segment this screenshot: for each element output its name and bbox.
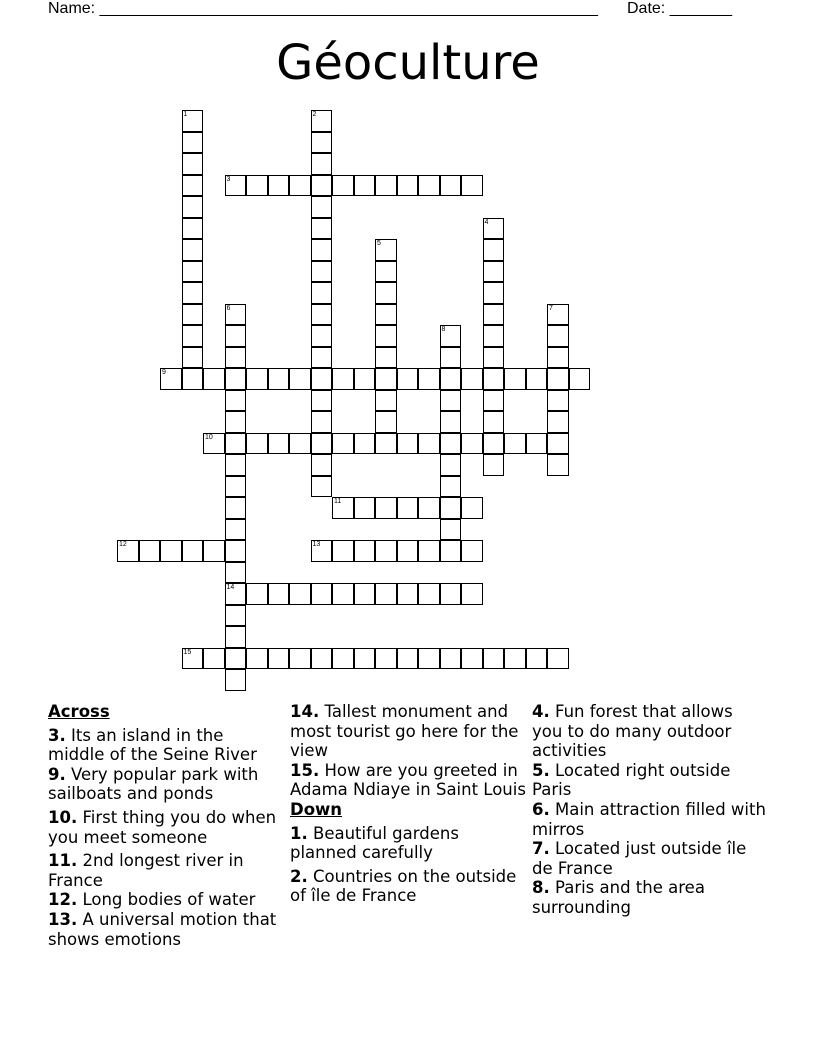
grid-cell[interactable] <box>311 454 333 476</box>
grid-cell[interactable] <box>418 175 440 197</box>
grid-cell[interactable] <box>268 583 290 605</box>
grid-cell[interactable] <box>225 347 247 369</box>
grid-cell[interactable] <box>526 433 548 455</box>
grid-cell[interactable] <box>354 368 376 390</box>
grid-cell[interactable] <box>332 540 354 562</box>
grid-cell[interactable] <box>440 497 462 519</box>
grid-cell[interactable] <box>375 583 397 605</box>
grid-cell[interactable] <box>547 390 569 412</box>
grid-cell[interactable] <box>418 433 440 455</box>
grid-cell[interactable] <box>203 368 225 390</box>
clue-number-label: 14 <box>226 584 235 591</box>
grid-cell[interactable] <box>246 583 268 605</box>
grid-cell[interactable] <box>375 261 397 283</box>
grid-cell[interactable] <box>311 411 333 433</box>
grid-cell[interactable] <box>397 433 419 455</box>
clue-number-label: 4 <box>484 218 489 226</box>
grid-cell[interactable] <box>311 110 333 132</box>
grid-cell[interactable] <box>332 583 354 605</box>
grid-cell[interactable] <box>182 304 204 326</box>
grid-cell[interactable] <box>440 648 462 670</box>
grid-cell[interactable] <box>246 175 268 197</box>
grid-cell[interactable] <box>182 648 204 670</box>
grid-cell[interactable] <box>483 218 505 240</box>
grid-cell[interactable] <box>311 583 333 605</box>
clue-across-13: 13. A universal motion that shows emotions <box>48 909 277 949</box>
grid-cell[interactable] <box>569 368 591 390</box>
clues-column-1 <box>48 702 284 949</box>
grid-cell[interactable] <box>375 368 397 390</box>
grid-cell[interactable] <box>311 196 333 218</box>
grid-cell[interactable] <box>354 583 376 605</box>
grid-cell[interactable] <box>461 497 483 519</box>
grid-cell[interactable] <box>461 175 483 197</box>
grid-cell[interactable] <box>225 562 247 584</box>
grid-cell[interactable] <box>182 132 204 154</box>
clue-number-label: 10 <box>205 433 213 441</box>
grid-cell[interactable] <box>440 390 462 412</box>
grid-cell[interactable] <box>225 325 247 347</box>
grid-cell[interactable] <box>225 390 247 412</box>
grid-cell[interactable] <box>225 626 247 648</box>
grid-cell[interactable] <box>311 648 333 670</box>
grid-cell[interactable] <box>268 368 290 390</box>
grid-cell[interactable] <box>268 433 290 455</box>
grid-cell[interactable] <box>225 540 247 562</box>
grid-cell[interactable] <box>397 497 419 519</box>
clue-down-5: 5. Located right outside Paris <box>532 760 731 800</box>
grid-cell[interactable] <box>397 648 419 670</box>
grid-cell[interactable] <box>354 497 376 519</box>
grid-cell[interactable] <box>418 583 440 605</box>
grid-cell[interactable] <box>268 175 290 197</box>
grid-cell[interactable] <box>225 368 247 390</box>
clue-number-label: 8 <box>441 326 446 333</box>
grid-cell[interactable] <box>483 411 505 433</box>
grid-cell[interactable] <box>547 648 569 670</box>
grid-cell[interactable] <box>311 325 333 347</box>
grid-cell[interactable] <box>483 239 505 261</box>
grid-cell[interactable] <box>311 175 333 197</box>
grid-cell[interactable] <box>440 454 462 476</box>
clue-down-2: 2. Countries on the outside of île de France <box>290 866 517 906</box>
grid-cell[interactable] <box>504 368 526 390</box>
grid-cell[interactable] <box>526 368 548 390</box>
grid-cell[interactable] <box>311 368 333 390</box>
grid-cell[interactable] <box>440 347 462 369</box>
grid-cell[interactable] <box>203 433 225 455</box>
grid-cell[interactable] <box>375 540 397 562</box>
grid-cell[interactable] <box>547 304 569 326</box>
grid-cell[interactable] <box>354 648 376 670</box>
grid-cell[interactable] <box>483 454 505 476</box>
grid-cell[interactable] <box>483 390 505 412</box>
grid-cell[interactable] <box>289 583 311 605</box>
grid-cell[interactable] <box>483 433 505 455</box>
grid-cell[interactable] <box>440 368 462 390</box>
grid-cell[interactable] <box>440 583 462 605</box>
grid-cell[interactable] <box>225 605 247 627</box>
grid-cell[interactable] <box>182 218 204 240</box>
grid-cell[interactable] <box>440 433 462 455</box>
grid-cell[interactable] <box>139 540 161 562</box>
grid-cell[interactable] <box>397 583 419 605</box>
clue-number-label: 3 <box>226 175 231 183</box>
grid-cell[interactable] <box>311 153 333 175</box>
clue-number-label: 11 <box>334 498 342 505</box>
grid-cell[interactable] <box>160 368 182 390</box>
grid-cell[interactable] <box>225 304 247 326</box>
grid-cell[interactable] <box>182 239 204 261</box>
clue-number-label: 7 <box>549 304 553 312</box>
grid-cell[interactable] <box>203 540 225 562</box>
grid-cell[interactable] <box>375 325 397 347</box>
grid-cell[interactable] <box>547 454 569 476</box>
grid-cell[interactable] <box>375 390 397 412</box>
clue-across-12: 12. Long bodies of water <box>48 890 256 910</box>
clue-down-4: 4. Fun forest that allows you to do many outdoor activities <box>532 702 733 761</box>
grid-cell[interactable] <box>225 476 247 498</box>
clue-number-label: 1 <box>183 111 188 118</box>
clue-across-11: 11. 2nd longest river in France <box>48 851 244 890</box>
grid-cell[interactable] <box>418 648 440 670</box>
clue-down-8: 8. Paris and the area surrounding <box>532 878 705 917</box>
grid-cell[interactable] <box>311 132 333 154</box>
grid-cell[interactable] <box>311 304 333 326</box>
grid-cell[interactable] <box>246 368 268 390</box>
grid-cell[interactable] <box>483 347 505 369</box>
name-field-label: Name: ________________________________________________________ <box>48 0 598 17</box>
grid-cell[interactable] <box>375 175 397 197</box>
grid-cell[interactable] <box>461 368 483 390</box>
grid-cell[interactable] <box>203 648 225 670</box>
grid-cell[interactable] <box>526 648 548 670</box>
grid-cell[interactable] <box>332 175 354 197</box>
grid-cell[interactable] <box>182 175 204 197</box>
page-title: Géoculture <box>276 35 540 91</box>
grid-cell[interactable] <box>289 648 311 670</box>
grid-cell[interactable] <box>182 110 204 132</box>
grid-cell[interactable] <box>160 540 182 562</box>
grid-cell[interactable] <box>397 540 419 562</box>
grid-cell[interactable] <box>547 347 569 369</box>
grid-cell[interactable] <box>418 368 440 390</box>
grid-cell[interactable] <box>332 368 354 390</box>
grid-cell[interactable] <box>332 648 354 670</box>
grid-cell[interactable] <box>375 304 397 326</box>
clues-column-2 <box>290 702 526 906</box>
grid-cell[interactable] <box>332 433 354 455</box>
grid-cell[interactable] <box>375 282 397 304</box>
grid-cell[interactable] <box>375 497 397 519</box>
grid-cell[interactable] <box>311 540 333 562</box>
clue-number-label: 2 <box>312 111 317 118</box>
grid-cell[interactable] <box>311 282 333 304</box>
grid-cell[interactable] <box>375 433 397 455</box>
grid-cell[interactable] <box>440 540 462 562</box>
clue-number-label: 5 <box>377 240 381 247</box>
clue-across-14: 14. Tallest monument and most tourist go here for the view <box>290 702 519 761</box>
grid-cell[interactable] <box>483 368 505 390</box>
grid-cell[interactable] <box>375 411 397 433</box>
grid-cell[interactable] <box>182 368 204 390</box>
grid-cell[interactable] <box>332 497 354 519</box>
clue-down-1: 1. Beautiful gardens planned carefully <box>290 823 459 863</box>
grid-cell[interactable] <box>182 282 204 304</box>
across-heading: Across <box>48 702 110 721</box>
grid-cell[interactable] <box>117 540 139 562</box>
grid-cell[interactable] <box>225 648 247 670</box>
grid-cell[interactable] <box>246 648 268 670</box>
date-field-label: Date: _______ <box>627 0 732 17</box>
grid-cell[interactable] <box>547 411 569 433</box>
grid-cell[interactable] <box>375 648 397 670</box>
clue-across-9: 9. Very popular park with sailboats and ponds <box>48 764 259 804</box>
clue-number-label: 15 <box>183 648 192 656</box>
grid-cell[interactable] <box>440 519 462 541</box>
clue-down-6: 6. Main attraction filled with mirros <box>532 799 766 839</box>
grid-cell[interactable] <box>311 347 333 369</box>
grid-cell[interactable] <box>311 239 333 261</box>
clues-column-3 <box>532 702 768 918</box>
grid-cell[interactable] <box>483 325 505 347</box>
grid-cell[interactable] <box>182 153 204 175</box>
grid-cell[interactable] <box>354 175 376 197</box>
grid-cell[interactable] <box>182 261 204 283</box>
grid-cell[interactable] <box>375 239 397 261</box>
grid-cell[interactable] <box>225 175 247 197</box>
grid-cell[interactable] <box>225 497 247 519</box>
grid-cell[interactable] <box>311 476 333 498</box>
grid-cell[interactable] <box>182 540 204 562</box>
grid-cell[interactable] <box>182 196 204 218</box>
grid-cell[interactable] <box>225 669 247 691</box>
grid-cell[interactable] <box>547 433 569 455</box>
grid-cell[interactable] <box>289 175 311 197</box>
grid-cell[interactable] <box>418 497 440 519</box>
clue-number-label: 12 <box>119 541 127 548</box>
clue-across-15: 15. How are you greeted in Adama Ndiaye in Saint Louis <box>290 760 526 800</box>
grid-cell[interactable] <box>225 519 247 541</box>
grid-cell[interactable] <box>483 282 505 304</box>
grid-cell[interactable] <box>504 433 526 455</box>
grid-cell[interactable] <box>246 433 268 455</box>
grid-cell[interactable] <box>461 583 483 605</box>
grid-cell[interactable] <box>354 433 376 455</box>
clue-down-7: 7. Located just outside île de France <box>532 839 747 878</box>
grid-cell[interactable] <box>461 540 483 562</box>
grid-cell[interactable] <box>483 304 505 326</box>
grid-cell[interactable] <box>440 175 462 197</box>
grid-cell[interactable] <box>289 433 311 455</box>
grid-cell[interactable] <box>547 368 569 390</box>
grid-cell[interactable] <box>268 648 290 670</box>
grid-cell[interactable] <box>461 433 483 455</box>
grid-cell[interactable] <box>225 583 247 605</box>
grid-cell[interactable] <box>289 368 311 390</box>
grid-cell[interactable] <box>375 347 397 369</box>
clue-across-3: 3. Its an island in the middle of the Seine River <box>48 725 257 765</box>
grid-cell[interactable] <box>547 325 569 347</box>
grid-cell[interactable] <box>440 411 462 433</box>
grid-cell[interactable] <box>311 390 333 412</box>
clue-number-label: 9 <box>162 369 166 376</box>
clue-across-10: 10. First thing you do when you meet someone <box>48 807 277 847</box>
grid-cell[interactable] <box>311 261 333 283</box>
grid-cell[interactable] <box>225 454 247 476</box>
grid-cell[interactable] <box>440 476 462 498</box>
grid-cell[interactable] <box>440 325 462 347</box>
grid-cell[interactable] <box>397 175 419 197</box>
grid-cell[interactable] <box>354 540 376 562</box>
clue-number-label: 6 <box>226 304 231 312</box>
grid-cell[interactable] <box>182 325 204 347</box>
down-heading: Down <box>290 799 343 819</box>
grid-cell[interactable] <box>483 261 505 283</box>
grid-cell[interactable] <box>311 433 333 455</box>
grid-cell[interactable] <box>182 347 204 369</box>
grid-cell[interactable] <box>311 218 333 240</box>
grid-cell[interactable] <box>225 433 247 455</box>
clue-number-label: 13 <box>312 541 321 548</box>
grid-cell[interactable] <box>397 368 419 390</box>
grid-cell[interactable] <box>418 540 440 562</box>
grid-cell[interactable] <box>504 648 526 670</box>
grid-cell[interactable] <box>483 648 505 670</box>
grid-cell[interactable] <box>225 411 247 433</box>
grid-cell[interactable] <box>461 648 483 670</box>
